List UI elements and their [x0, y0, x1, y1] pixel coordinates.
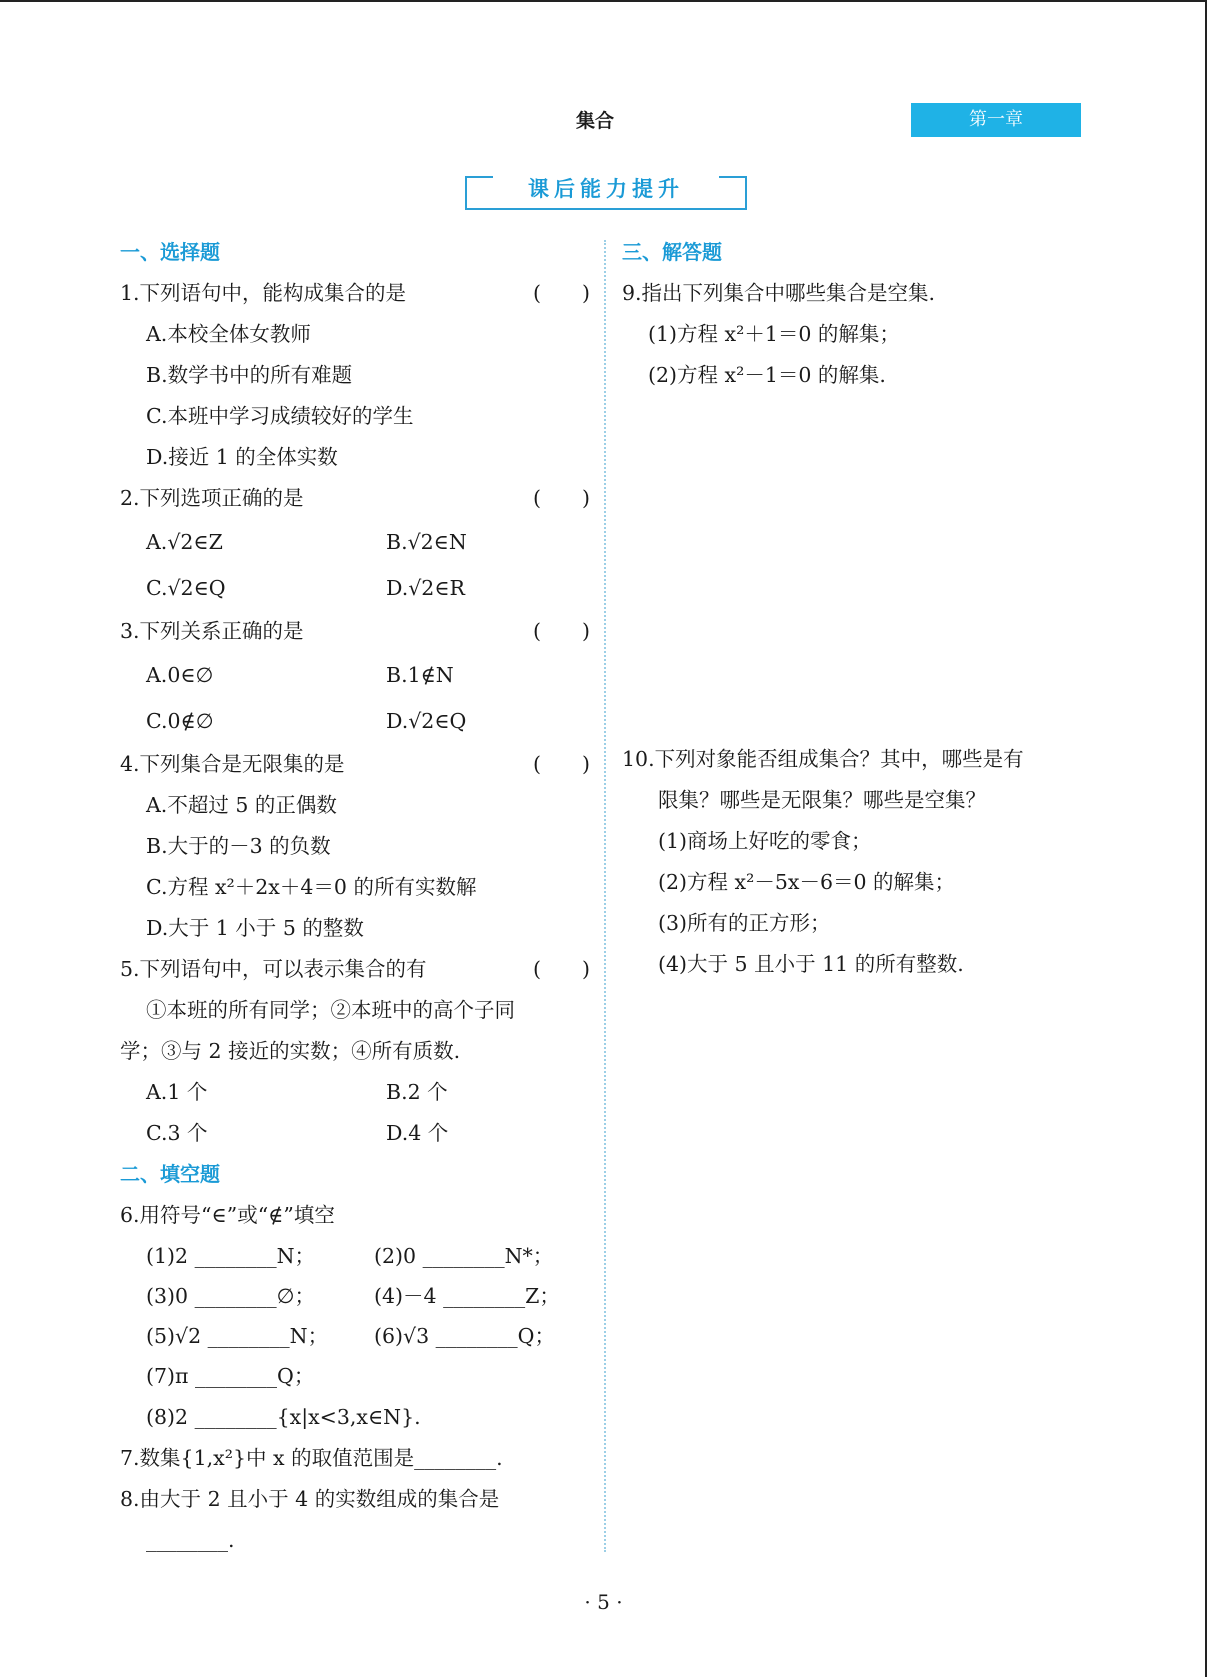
- option-a: A.本校全体女教师: [146, 322, 311, 346]
- option-d: D.接近 1 的全体实数: [146, 445, 338, 469]
- blank-item: (2)0 ________N*；: [374, 1244, 554, 1268]
- blank-item: (1)2 ________N；: [146, 1244, 316, 1268]
- question-1: [120, 273, 590, 314]
- option-row: [120, 698, 590, 744]
- answer-parentheses: ( ): [533, 619, 590, 643]
- question-6: 6.用符号“∈”或“∉”填空: [120, 1203, 335, 1227]
- option-d: D.√2∈Q: [386, 709, 467, 733]
- question-7: 7.数集{1,x²}中 x 的取值范围是________.: [120, 1446, 503, 1470]
- option-row: [120, 652, 590, 698]
- blank-item: (5)√2 ________N；: [146, 1324, 329, 1348]
- question-stem: 2.下列选项正确的是: [120, 486, 304, 510]
- blank-row: [120, 1316, 590, 1356]
- blank-item: (4)－4 ________Z；: [374, 1284, 560, 1308]
- blank-row: [120, 1276, 590, 1316]
- option-row: [120, 565, 590, 611]
- question-9: 9.指出下列集合中哪些集合是空集.: [622, 281, 936, 305]
- section-heading-fill: 二、填空题: [120, 1162, 220, 1186]
- right-column: [622, 232, 1092, 985]
- option-b: B.大于的－3 的负数: [146, 834, 331, 858]
- blank-item: (6)√3 ________Q；: [374, 1324, 555, 1348]
- question-4: [120, 744, 590, 785]
- blank-item: (7)π ________Q；: [146, 1364, 315, 1388]
- sub-item: (4)大于 5 且小于 11 的所有整数.: [658, 952, 964, 976]
- question-5: [120, 949, 590, 990]
- option-b: B.1∉N: [386, 663, 454, 687]
- option-d: D.√2∈R: [386, 576, 465, 600]
- question-8: 8.由大于 2 且小于 4 的实数组成的集合是: [120, 1487, 500, 1511]
- question-stem: 3.下列关系正确的是: [120, 619, 304, 643]
- option-c: C.√2∈Q: [146, 576, 226, 600]
- running-header-title: 集合: [575, 110, 614, 132]
- option-c: C.本班中学习成绩较好的学生: [146, 404, 414, 428]
- option-a: A.1 个: [146, 1080, 208, 1104]
- answer-space: [622, 396, 1092, 739]
- question-text: 学；③与 2 接近的实数；④所有质数.: [120, 1039, 461, 1063]
- sub-item: (1)方程 x²＋1＝0 的解集；: [648, 322, 900, 346]
- section-heading-choice: 一、选择题: [120, 240, 220, 264]
- banner-title: 课后能力提升: [528, 177, 684, 201]
- question-stem: 1.下列语句中，能构成集合的是: [120, 281, 407, 305]
- chapter-badge: 第一章: [911, 103, 1081, 137]
- question-text: 限集？哪些是无限集？哪些是空集？: [658, 788, 986, 812]
- left-column: [120, 232, 590, 1561]
- section-heading-answer: 三、解答题: [622, 240, 722, 264]
- question-2: [120, 478, 590, 519]
- option-c: C.3 个: [146, 1121, 208, 1145]
- option-row: [120, 519, 590, 565]
- question-stem: 4.下列集合是无限集的是: [120, 752, 345, 776]
- option-d: D.4 个: [386, 1121, 449, 1145]
- answer-parentheses: ( ): [533, 281, 590, 305]
- page-number: · 5 ·: [584, 1590, 623, 1614]
- answer-parentheses: ( ): [533, 752, 590, 776]
- option-b: B.2 个: [386, 1080, 448, 1104]
- option-row: [120, 1072, 590, 1113]
- sub-item: (1)商场上好吃的零食；: [658, 829, 872, 853]
- blank-item: (8)2 ________{x|x<3,x∈N}.: [146, 1405, 421, 1429]
- option-a: A.√2∈Z: [146, 530, 223, 554]
- question-stem: 5.下列语句中，可以表示集合的有: [120, 957, 427, 981]
- option-b: B.√2∈N: [386, 530, 467, 554]
- blank-item: (3)0 ________∅；: [146, 1284, 315, 1308]
- option-c: C.方程 x²＋2x＋4＝0 的所有实数解: [146, 875, 477, 899]
- answer-parentheses: ( ): [533, 957, 590, 981]
- option-row: [120, 1113, 590, 1154]
- question-10: 10.下列对象能否组成集合？其中，哪些是有: [622, 747, 1024, 771]
- sub-item: (2)方程 x²－5x－6＝0 的解集；: [658, 870, 956, 894]
- option-d: D.大于 1 小于 5 的整数: [146, 916, 364, 940]
- blank-row: [120, 1236, 590, 1276]
- sub-item: (3)所有的正方形；: [658, 911, 831, 935]
- column-divider: [604, 240, 606, 1552]
- section-banner: [465, 176, 747, 210]
- option-c: C.0∉∅: [146, 709, 214, 733]
- option-a: A.0∈∅: [146, 663, 214, 687]
- question-3: [120, 611, 590, 652]
- option-b: B.数学书中的所有难题: [146, 363, 353, 387]
- question-text: ①本班的所有同学；②本班中的高个子同: [146, 998, 515, 1022]
- answer-parentheses: ( ): [533, 486, 590, 510]
- option-a: A.不超过 5 的正偶数: [146, 793, 337, 817]
- sub-item: (2)方程 x²－1＝0 的解集.: [648, 363, 886, 387]
- answer-blank: ________.: [146, 1528, 235, 1552]
